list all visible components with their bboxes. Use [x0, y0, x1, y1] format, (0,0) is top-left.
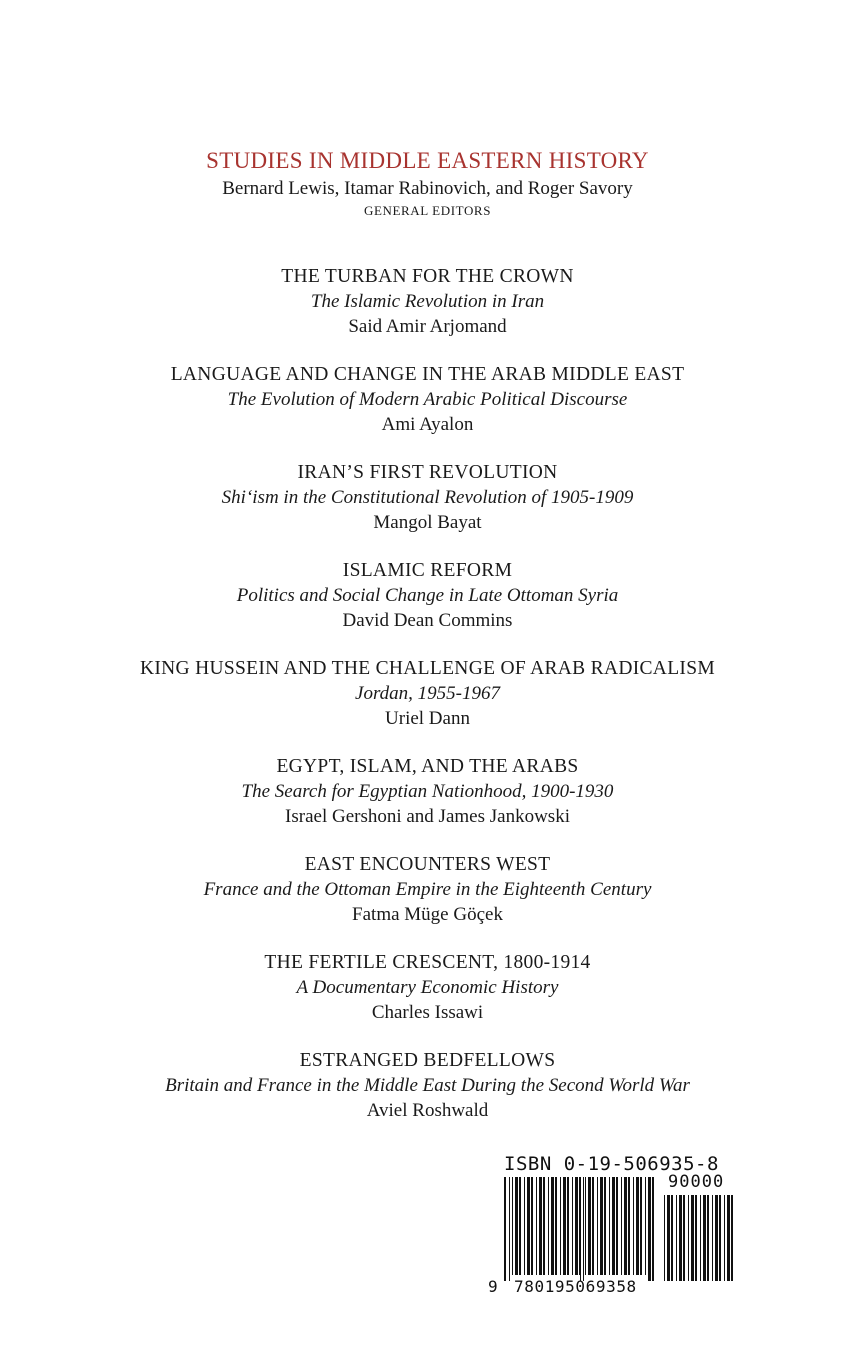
barcode-bar	[645, 1177, 646, 1275]
barcode-bar	[724, 1195, 725, 1281]
book-subtitle: Jordan, 1955-1967	[355, 683, 500, 704]
barcode-bar	[667, 1195, 670, 1281]
barcode-bar	[612, 1177, 615, 1275]
barcode-bar	[640, 1177, 642, 1275]
book-author: Mangol Bayat	[373, 512, 482, 533]
barcode-bar	[700, 1195, 701, 1281]
barcode-bar	[551, 1177, 554, 1275]
book-author: Aviel Roshwald	[366, 1100, 489, 1121]
book-author: Israel Gershoni and James Jankowski	[285, 806, 570, 827]
barcode-bar	[648, 1177, 651, 1281]
barcode-bar	[504, 1177, 506, 1281]
book-subtitle: Shi‘ism in the Constitutional Revolution of 1905-1909	[221, 487, 634, 508]
barcode-bar	[519, 1177, 521, 1275]
book-title: KING HUSSEIN AND THE CHALLENGE OF ARAB RADICALISM	[140, 658, 715, 679]
book-entry	[0, 1048, 855, 1123]
book-title: IRAN’S FIRST REVOLUTION	[297, 462, 558, 483]
book-title: LANGUAGE AND CHANGE IN THE ARAB MIDDLE EAST	[170, 364, 685, 385]
book-subtitle: The Evolution of Modern Arabic Political Discourse	[227, 389, 628, 410]
barcode-bar	[679, 1195, 682, 1281]
barcode-bar	[512, 1177, 513, 1275]
barcode-bar	[575, 1177, 578, 1275]
barcode-bar	[588, 1177, 591, 1275]
book-author: Uriel Dann	[385, 708, 470, 729]
barcode-bar	[676, 1195, 677, 1281]
book-entry	[0, 852, 855, 927]
barcode-bar	[536, 1177, 537, 1275]
barcode-bar	[572, 1177, 573, 1275]
barcode-bar	[707, 1195, 709, 1281]
barcode-bar	[515, 1177, 518, 1275]
book-title: THE TURBAN FOR THE CROWN	[281, 266, 574, 287]
barcode-bar	[621, 1177, 622, 1275]
barcode-bar	[543, 1177, 545, 1275]
book-subtitle: The Islamic Revolution in Iran	[310, 291, 545, 312]
barcode-bar	[688, 1195, 689, 1281]
isbn-barcode	[488, 1153, 744, 1303]
barcode-bar	[609, 1177, 610, 1275]
barcode-bar	[539, 1177, 542, 1275]
barcode-bar	[604, 1177, 606, 1275]
barcode-bar	[555, 1177, 557, 1275]
book-subtitle: The Search for Egyptian Nationhood, 1900-1930	[241, 781, 614, 802]
barcode-bar	[671, 1195, 673, 1281]
barcode-bar	[664, 1195, 665, 1281]
book-subtitle: Britain and France in the Middle East During the Second World War	[165, 1075, 690, 1096]
barcode-bar	[703, 1195, 706, 1281]
ean-digits: 780195069358	[514, 1277, 637, 1296]
book-subtitle: France and the Ottoman Empire in the Eighteenth Century	[203, 879, 652, 900]
ean-first-digit: 9	[488, 1277, 498, 1296]
book-subtitle: A Documentary Economic History	[296, 977, 559, 998]
book-title: THE FERTILE CRESCENT, 1800-1914	[264, 952, 591, 973]
book-title: EGYPT, ISLAM, AND THE ARABS	[276, 756, 579, 777]
barcode-bar	[597, 1177, 598, 1275]
barcode-bar	[636, 1177, 639, 1275]
book-author: Fatma Müge Göçek	[352, 904, 503, 925]
barcode-bar	[683, 1195, 685, 1281]
book-entry	[0, 460, 855, 535]
book-entry	[0, 558, 855, 633]
book-author: Ami Ayalon	[381, 414, 474, 435]
barcode-bar	[712, 1195, 713, 1281]
barcode-bar	[567, 1177, 569, 1275]
book-author: David Dean Commins	[342, 610, 513, 631]
price-code: 90000	[668, 1172, 725, 1192]
barcode-bar	[509, 1177, 510, 1281]
barcode-bar	[531, 1177, 533, 1275]
barcode-bar	[600, 1177, 603, 1275]
book-entry	[0, 362, 855, 437]
series-header	[0, 146, 855, 221]
series-editors: Bernard Lewis, Itamar Rabinovich, and Roger Savory	[222, 178, 633, 199]
barcode-bar	[560, 1177, 561, 1275]
book-author: Charles Issawi	[371, 1002, 484, 1023]
barcode-bar	[579, 1177, 580, 1275]
barcode-bar	[563, 1177, 566, 1275]
barcode-bar	[583, 1177, 584, 1281]
barcode-bar	[727, 1195, 730, 1281]
barcode-bar	[633, 1177, 634, 1275]
barcode-bar	[616, 1177, 618, 1275]
book-entry	[0, 754, 855, 829]
barcode-bar	[652, 1177, 654, 1281]
book-subtitle: Politics and Social Change in Late Ottoman Syria	[236, 585, 619, 606]
barcode-bar	[691, 1195, 694, 1281]
barcode-bar	[524, 1177, 525, 1275]
book-entry	[0, 950, 855, 1025]
book-title: EAST ENCOUNTERS WEST	[304, 854, 551, 875]
barcode-bar	[715, 1195, 718, 1281]
series-editors-role: GENERAL EDITORS	[363, 203, 492, 218]
book-title: ESTRANGED BEDFELLOWS	[299, 1050, 556, 1071]
barcode-bar	[548, 1177, 549, 1275]
book-title: ISLAMIC REFORM	[342, 560, 513, 581]
book-author: Said Amir Arjomand	[348, 316, 507, 337]
barcode-bar	[580, 1177, 581, 1281]
barcode-bar	[592, 1177, 594, 1275]
barcode-bar	[624, 1177, 627, 1275]
barcode-bar	[695, 1195, 697, 1281]
book-entry	[0, 656, 855, 731]
isbn-label: ISBN 0-19-506935-8	[504, 1153, 719, 1175]
barcode-bar	[628, 1177, 630, 1275]
barcode-bar	[731, 1195, 733, 1281]
series-title: STUDIES IN MIDDLE EASTERN HISTORY	[206, 148, 649, 173]
book-entry	[0, 264, 855, 339]
barcode-bar	[585, 1177, 586, 1275]
barcode-bar	[719, 1195, 721, 1281]
barcode-bar	[527, 1177, 530, 1275]
